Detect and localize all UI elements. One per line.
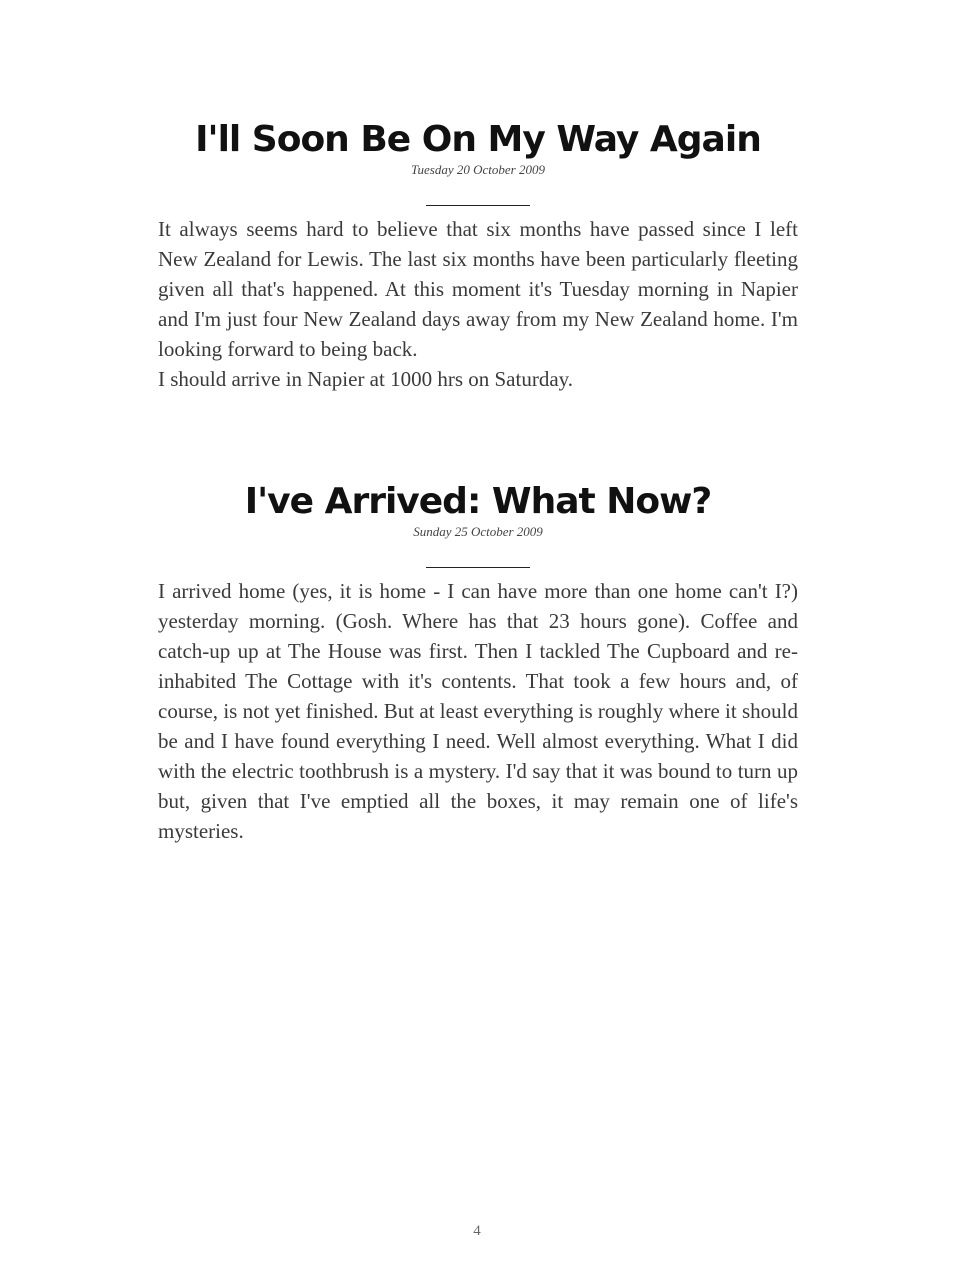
- entry-date: Sunday 25 October 2009: [413, 524, 543, 539]
- entry-paragraph: I should arrive in Napier at 1000 hrs on Saturday.: [158, 367, 574, 391]
- entry-body: [158, 214, 798, 394]
- entry-paragraph: I arrived home (yes, it is home - I can have more than one home can't I?) yesterday morning. (Gosh. Where has that 23 hours gone). Coffee and catch-up up at The House was first. Then I tackled The Cupboard and re-inhabited The Cottage with it's contents. That took a few hours and, of course, is not yet finished. But at least everything is roughly where it should be and I have found everything I need. Well almost everything. What I did with the electric toothbrush is a mystery. I'd say that it was bound to turn up but, given that I've emptied all the boxes, it may remain one of life's mysteries.: [158, 579, 798, 843]
- entry-date: Tuesday 20 October 2009: [411, 162, 545, 177]
- entry-title: I'll Soon Be On My Way Again: [195, 119, 761, 160]
- separator: [158, 178, 798, 214]
- blog-entry: [158, 480, 798, 846]
- entry-paragraph: It always seems hard to believe that six months have passed since I left New Zealand for Lewis. The last six months have been particularly fleeting given all that's happened. At this moment it's Tuesday morning in Napier and I'm just four New Zealand days away from my New Zealand home. I'm looking forward to being back.: [158, 217, 798, 361]
- separator-rule: [426, 567, 530, 568]
- blog-entry: [158, 118, 798, 394]
- entry-body: [158, 576, 798, 846]
- separator: [158, 540, 798, 576]
- page-number: 4: [473, 1223, 481, 1239]
- separator-rule: [426, 205, 530, 206]
- entry-title: I've Arrived: What Now?: [244, 481, 712, 522]
